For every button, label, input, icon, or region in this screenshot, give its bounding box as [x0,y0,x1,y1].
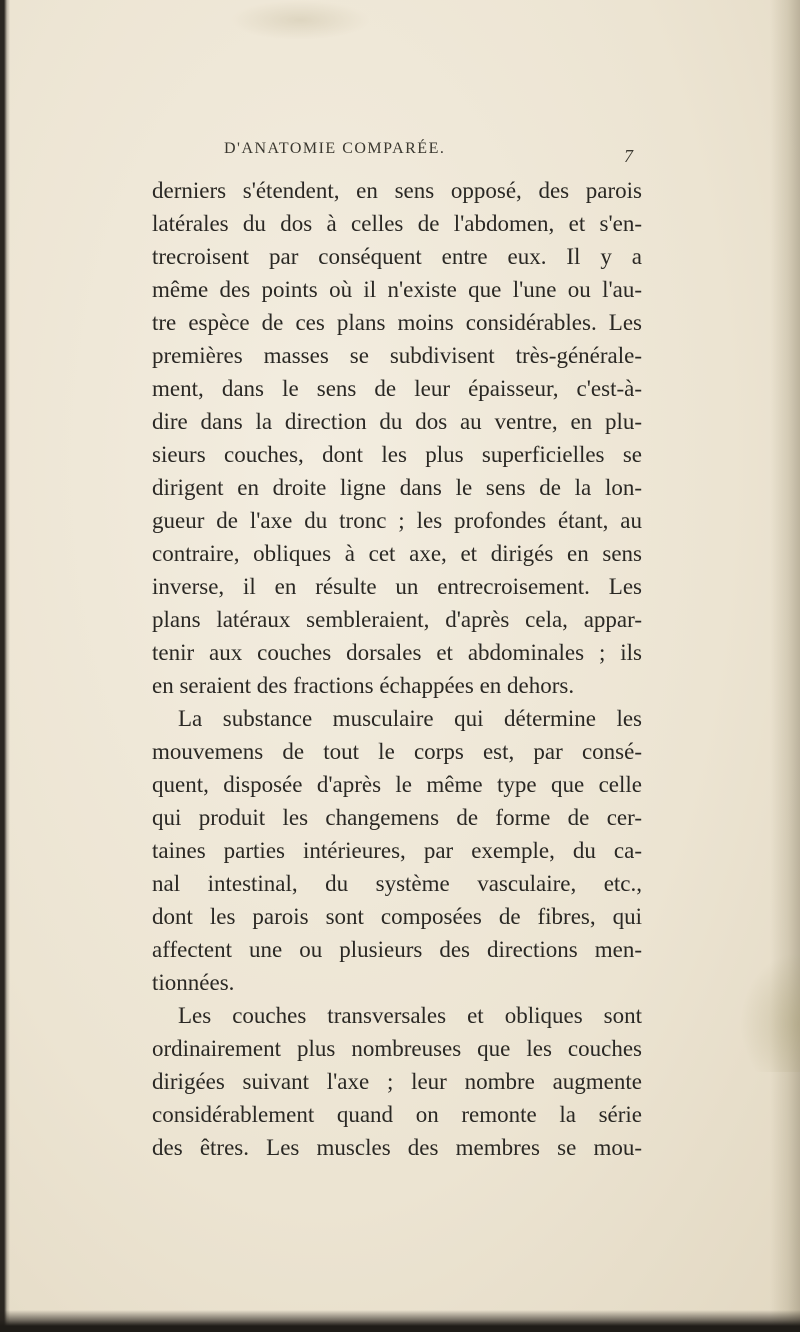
text-line: affectent une ou plusieurs des directions men- [152,937,642,962]
body-text [152,174,642,1164]
text-line: gueur de l'axe du tronc ; les profondes étant, au [152,508,642,533]
text-line: Les couches transversales et obliques sont [178,1003,642,1028]
text-line: tenir aux couches dorsales et abdominales ; ils [152,640,642,665]
text-line: tre espèce de ces plans moins considérables. Les [152,310,642,335]
text-line: derniers s'étendent, en sens opposé, des parois [152,178,642,203]
running-head-title: D'ANATOMIE COMPARÉE. [224,140,446,157]
text-line: même des points où il n'existe que l'une ou l'au- [152,277,642,302]
text-line: quent, disposée d'après le même type que celle [152,772,642,797]
text-line: contraire, obliques à cet axe, et dirigés en sens [152,541,642,566]
text-line: ment, dans le sens de leur épaisseur, c'est-à- [152,376,642,401]
text-line: considérablement quand on remonte la série [152,1102,642,1127]
text-line: inverse, il en résulte un entrecroisement. Les [152,574,642,599]
text-line: des êtres. Les muscles des membres se mou- [152,1135,642,1160]
text-line: tionnées. [152,970,235,995]
paper-smudge [740,952,800,1072]
text-line: dire dans la direction du dos au ventre, en plu- [152,409,642,434]
binding-edge [0,0,10,1332]
paper-stain [230,0,370,40]
text-line: mouvemens de tout le corps est, par consé- [152,739,642,764]
text-line: nal intestinal, du système vasculaire, etc., [152,871,642,896]
text-line: en seraient des fractions échappées en dehors. [152,673,575,698]
text-line: premières masses se subdivisent très-générale- [152,343,642,368]
text-line: dont les parois sont composées de fibres, qui [152,904,642,929]
text-line: dirigent en droite ligne dans le sens de la lon- [152,475,642,500]
text-line: La substance musculaire qui détermine les [178,706,642,731]
text-line: taines parties intérieures, par exemple, du ca- [152,838,642,863]
text-line: qui produit les changemens de forme de cer- [152,805,642,830]
text-line: plans latéraux sembleraient, d'après cela, appar- [152,607,642,632]
text-line: trecroisent par conséquent entre eux. Il y a [152,244,642,269]
page-edge-right [770,0,800,1332]
page-edge-bottom [0,1310,800,1332]
text-line: sieurs couches, dont les plus superficielles se [152,442,642,467]
text-line: latérales du dos à celles de l'abdomen, et s'en- [152,211,642,236]
text-line: dirigées suivant l'axe ; leur nombre augmente [152,1069,642,1094]
page-number: 7 [624,146,633,166]
text-line: ordinairement plus nombreuses que les couches [152,1036,642,1061]
